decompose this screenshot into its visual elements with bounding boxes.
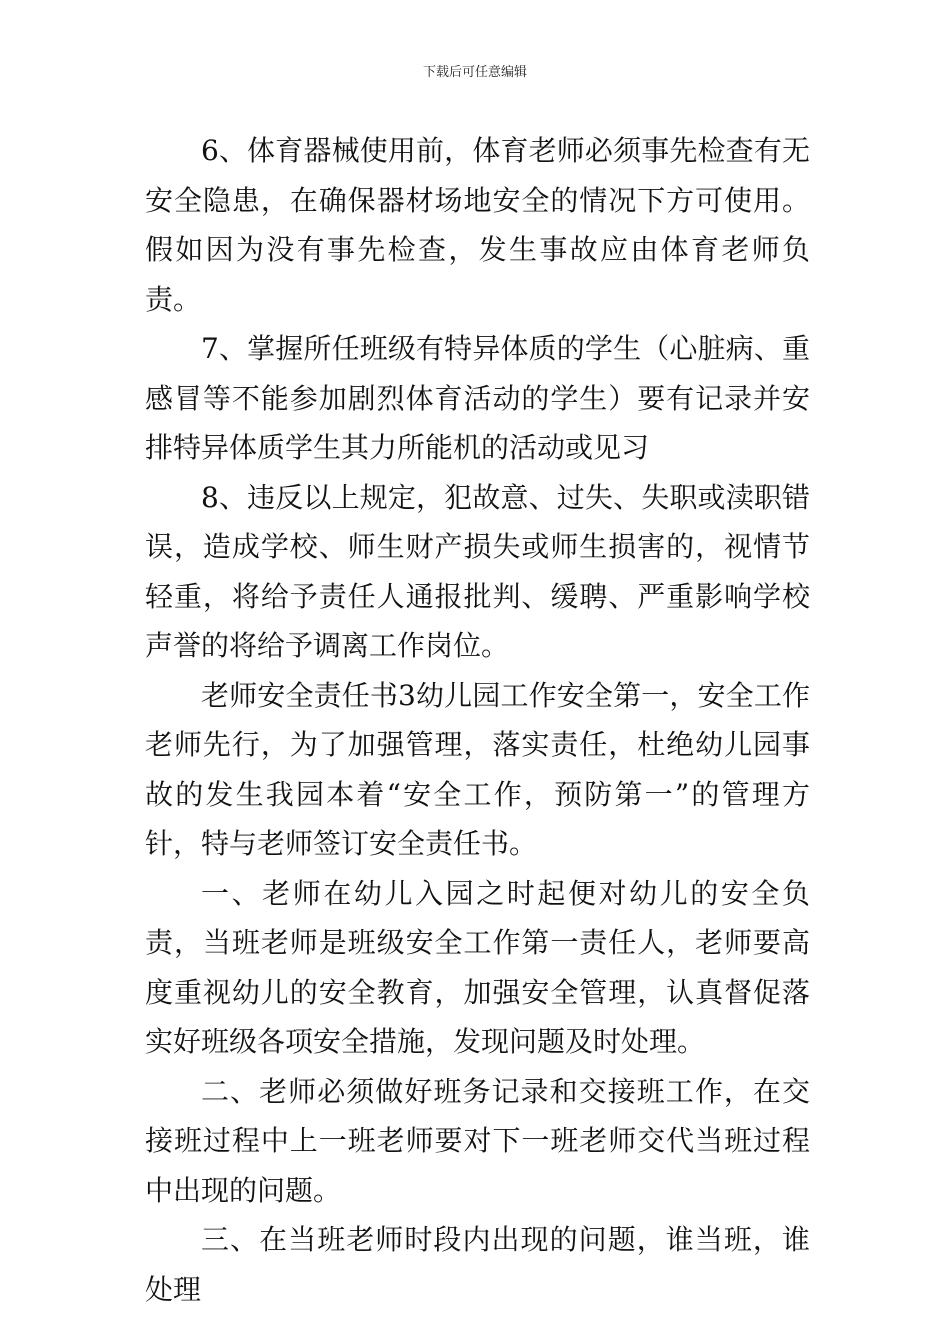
paragraph-clause-3: 三、在当班老师时段内出现的问题，谁当班，谁处理 [145,1223,810,1306]
paragraph-item-6: 6、体育器械使用前，体育老师必须事先检查有无安全隐患，在确保器材场地安全的情况下方可使用。假如因为没有事先检查，发生事故应由体育老师负责。 [145,134,810,316]
paragraph-responsibility-intro: 老师安全责任书3幼儿园工作安全第一，安全工作老师先行，为了加强管理，落实责任，杜绝幼儿园事故的发生我园本着“安全工作，预防第一”的管理方针，特与老师签订安全责任书。 [145,678,810,860]
document-body [145,126,810,1314]
page-header-note: 下载后可任意编辑 [422,65,527,80]
paragraph-item-8: 8、违反以上规定，犯故意、过失、失职或渎职错误，造成学校、师生财产损失或师生损害的，视情节轻重，将给予责任人通报批判、缓聘、严重影响学校声誉的将给予调离工作岗位。 [145,480,810,662]
paragraph-clause-2: 二、老师必须做好班务记录和交接班工作，在交接班过程中上一班老师要对下一班老师交代当班过程中出现的问题。 [145,1074,810,1207]
paragraph-item-7: 7、掌握所任班级有特异体质的学生（心脏病、重感冒等不能参加剧烈体育活动的学生）要有记录并安排特异体质学生其力所能机的活动或见习 [145,332,810,464]
paragraph-clause-1: 一、老师在幼儿入园之时起便对幼儿的安全负责，当班老师是班级安全工作第一责任人，老师要高度重视幼儿的安全教育，加强安全管理，认真督促落实好班级各项安全措施，发现问题及时处理。 [145,876,810,1058]
